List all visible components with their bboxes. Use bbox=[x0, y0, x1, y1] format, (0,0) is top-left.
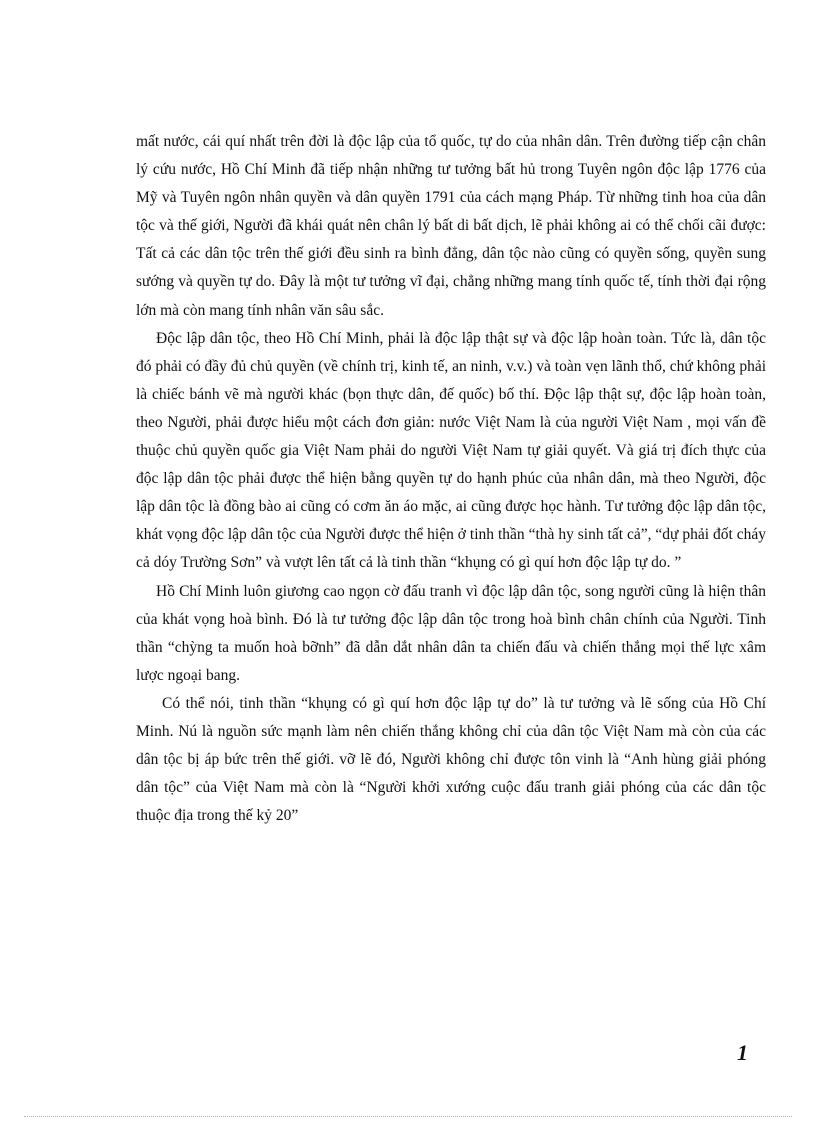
paragraph-4: Có thể nói, tinh thần “khụng có gì quí hơn độc lập tự do” là tư tưởng và lẽ sống của Hồ Chí Minh. Nú là nguồn sức mạnh làm nên chiến thắng không chỉ của dân tộc Việt Nam mà còn của các dân tộc bị áp bức trên thế giới. vỡ lẽ đó, Người không chỉ được tôn vinh là “Anh hùng giải phóng dân tộc” của Việt Nam mà còn là “Người khởi xướng cuộc đấu tranh giải phóng của các dân tộc thuộc địa trong thế kỷ 20” bbox=[136, 694, 766, 825]
paragraph-2: Độc lập dân tộc, theo Hồ Chí Minh, phải là độc lập thật sự và độc lập hoàn toàn. Tức là, dân tộc đó phải có đầy đủ chủ quyền (về chính trị, kinh tế, an ninh, v.v.) và toàn vẹn lãnh thổ, chứ không phải là chiếc bánh vẽ mà người khác (bọn thực dân, đế quốc) bố thí. Độc lập thật sự, độc lập hoàn toàn, theo Người, phải được hiểu một cách đơn giản: nước Việt Nam là của người Việt Nam , mọi vấn đề thuộc chủ quyền quốc gia Việt Nam phải do người Việt Nam tự giải quyết. Và giá trị đích thực của độc lập dân tộc phải được thể hiện bằng quyền tự do hạnh phúc của nhân dân, mà theo Người, độc lập dân tộc là đồng bào ai cũng có cơm ăn áo mặc, ai cũng được học hành. Tư tưởng độc lập dân tộc, khát vọng độc lập dân tộc của Người được thể hiện ở tinh thần “thà hy sinh tất cả”, “dự phải đốt cháy cả dóy Trường Sơn” và vượt lên tất cả là tinh thần “khụng có gì quí hơn độc lập tự do. ” bbox=[136, 329, 766, 572]
paragraph-3: Hồ Chí Minh luôn giương cao ngọn cờ đấu tranh vì độc lập dân tộc, song người cũng là hiện thân của khát vọng hoà bình. Đó là tư tưởng độc lập dân tộc trong hoà bình chân chính của Người. Tinh thần “chỳng ta muốn hoà bỡnh” đã dẫn dắt nhân dân ta chiến đấu và chiến thắng mọi thế lực xâm lược ngoại bang. bbox=[136, 582, 766, 684]
page-bottom-divider bbox=[24, 1116, 792, 1117]
paragraph-1: mất nước, cái quí nhất trên đời là độc lập của tổ quốc, tự do của nhân dân. Trên đường tiếp cận chân lý cứu nước, Hồ Chí Minh đã tiếp nhận những tư tưởng bất hủ trong Tuyên ngôn độc lập 1776 của Mỹ và Tuyên ngôn nhân quyền và dân quyền 1791 của cách mạng Pháp. Từ những tinh hoa của dân tộc và thế giới, Người đã khái quát nên chân lý bất di bất dịch, lẽ phải không ai có thể chối cãi được: Tất cả các dân tộc trên thế giới đều sinh ra bình đẳng, dân tộc nào cũng có quyền sống, quyền sung sướng và quyền tự do. Đây là một tư tưởng vĩ đại, chẳng những mang tính quốc tế, tính thời đại rộng lớn mà còn mang tính nhân văn sâu sắc. bbox=[136, 133, 766, 319]
page-number: 1 bbox=[737, 1040, 748, 1065]
body-text bbox=[136, 128, 766, 830]
